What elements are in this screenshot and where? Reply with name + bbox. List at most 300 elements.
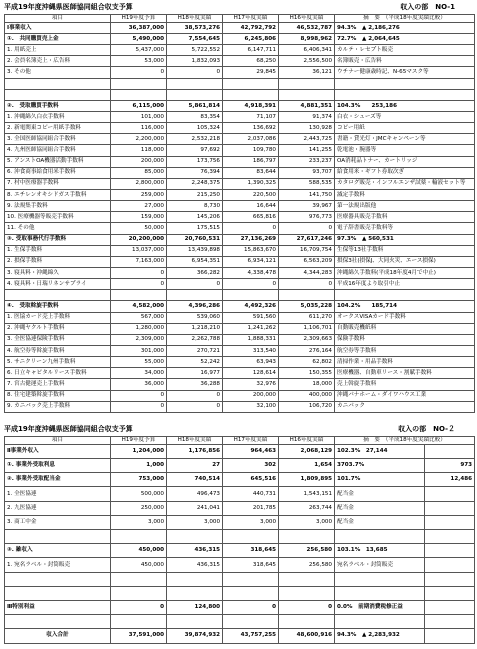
row-item: 3. 全国医師協同組合手数料	[5, 134, 111, 145]
row-item: 1. 宛名ラベル・封筒販売	[5, 558, 111, 572]
row-value: 37,591,000	[111, 629, 167, 643]
row-value: 0	[279, 600, 335, 614]
row-value	[111, 89, 167, 100]
row-note: 配当金	[335, 515, 425, 529]
row-value: 436,315	[167, 544, 223, 558]
header-row	[5, 15, 475, 23]
row-item	[5, 615, 111, 629]
row-value: 220,500	[223, 190, 279, 201]
row-value: 611,270	[279, 312, 335, 323]
row-value: 241,041	[167, 501, 223, 515]
table-row	[5, 357, 475, 368]
row-value	[223, 290, 279, 301]
row-value: 1,390,325	[223, 178, 279, 189]
row-value: 76,394	[167, 167, 223, 178]
row-note: 滅定手数料	[335, 190, 475, 201]
row-value: 3,000	[111, 515, 167, 529]
row-note: OA消耗品トナー、カートリッジ	[335, 156, 475, 167]
table-row	[5, 600, 475, 614]
row-value	[111, 586, 167, 600]
table-row	[5, 45, 475, 56]
row-value: 2,800,000	[111, 178, 167, 189]
table-row	[5, 290, 475, 301]
row-item: 11. その他	[5, 223, 111, 234]
row-item: 9. 法規集手数料	[5, 201, 111, 212]
table-row	[5, 89, 475, 100]
row-value	[223, 89, 279, 100]
row-extra	[425, 544, 475, 558]
table-row	[5, 100, 475, 111]
row-value: 263,744	[279, 501, 335, 515]
row-note: ウチナー健康歳時記、N-65マスク等	[335, 67, 475, 78]
row-value: 0	[223, 279, 279, 290]
table-row	[5, 245, 475, 256]
row-value: 118,000	[111, 145, 167, 156]
row-value	[279, 615, 335, 629]
row-value: 270,721	[167, 345, 223, 356]
row-value: 97,692	[167, 145, 223, 156]
row-extra: 12,486	[425, 473, 475, 487]
row-value: 50,000	[111, 223, 167, 234]
row-value: 3,000	[223, 515, 279, 529]
row-value: 450,000	[111, 544, 167, 558]
row-value: 588,535	[279, 178, 335, 189]
row-value: 36,121	[279, 67, 335, 78]
row-value: 496,473	[167, 487, 223, 501]
row-value: 0	[167, 390, 223, 401]
row-note	[335, 572, 425, 586]
row-value: 34,000	[111, 368, 167, 379]
row-value: 302	[223, 459, 279, 473]
row-item: ③. 受取事務代行手数料	[5, 234, 111, 245]
table-row	[5, 379, 475, 390]
row-item: 10. 医療機器等販売手数料	[5, 212, 111, 223]
table-row	[5, 530, 475, 544]
row-value: 2,200,000	[111, 134, 167, 145]
row-value: 15,863,670	[223, 245, 279, 256]
row-item	[5, 78, 111, 89]
row-value: 591,560	[223, 312, 279, 323]
row-note: 電子辞書販売手数料等	[335, 223, 475, 234]
table-row	[5, 390, 475, 401]
row-value: 1,000	[111, 459, 167, 473]
table-row	[5, 268, 475, 279]
row-value: 7,163,000	[111, 256, 167, 267]
row-value: 5,035,228	[279, 301, 335, 312]
row-extra	[425, 487, 475, 501]
row-value: 93,707	[279, 167, 335, 178]
row-item	[5, 572, 111, 586]
row-value: 6,934,121	[223, 256, 279, 267]
row-value: 38,573,276	[167, 22, 223, 33]
row-value: 753,000	[111, 473, 167, 487]
row-note	[335, 586, 425, 600]
row-value: 136,692	[223, 123, 279, 134]
row-note	[335, 290, 475, 301]
row-value: 440,731	[223, 487, 279, 501]
row-value: 200,000	[223, 390, 279, 401]
table-row	[5, 501, 475, 515]
column-header: H16年度実績	[279, 15, 335, 23]
table-row	[5, 212, 475, 223]
row-note: カタログ販売・インフルエンザ試薬・輸液セット等	[335, 178, 475, 189]
column-header: 摘 要 （平成18年度実績比較）	[335, 437, 475, 445]
row-value: 1,832,093	[167, 56, 223, 67]
row-value: 124,800	[167, 600, 223, 614]
row-item: 8. 住宅建築斡旋手数料	[5, 390, 111, 401]
row-value: 450,000	[111, 558, 167, 572]
row-item: ②. 受取購買手数料	[5, 100, 111, 111]
row-value: 71,107	[223, 112, 279, 123]
row-value	[279, 78, 335, 89]
sheet2-section: 収入の部 NO-２	[398, 425, 455, 433]
row-value: 173,756	[167, 156, 223, 167]
sheet1-title: 平成19年度沖縄県医師協同組合収支予算	[4, 3, 133, 11]
row-value: 8,998,962	[279, 34, 335, 45]
row-value: 400,000	[279, 390, 335, 401]
row-value: 201,785	[223, 501, 279, 515]
table-row	[5, 334, 475, 345]
table-row	[5, 178, 475, 189]
table-row	[5, 190, 475, 201]
row-item: 6. 沖食商事給食用米手数料	[5, 167, 111, 178]
row-value: 0	[167, 279, 223, 290]
row-item: 4. 航空券等斡旋手数料	[5, 345, 111, 356]
row-value: 32,976	[223, 379, 279, 390]
row-note: 医療機器、自動車リース・割賦手数料	[335, 368, 475, 379]
row-value: 83,644	[223, 167, 279, 178]
row-note	[335, 89, 475, 100]
column-header: 摘 要 （平成18年度実績比較）	[335, 15, 475, 23]
row-note: 清掃作業・用品手数料	[335, 357, 475, 368]
row-note: カニパック	[335, 401, 475, 412]
row-note: 売上斡旋手数料	[335, 379, 475, 390]
row-note: 生保等13社手数料	[335, 245, 475, 256]
row-note: 宛名ラベル・封筒販売	[335, 558, 425, 572]
row-value: 2,037,086	[223, 134, 279, 145]
row-value	[279, 572, 335, 586]
row-extra	[425, 558, 475, 572]
row-value: 1,809,895	[279, 473, 335, 487]
row-value	[223, 78, 279, 89]
row-item: 5. サニクリーン九州手数料	[5, 357, 111, 368]
row-value: 130,928	[279, 123, 335, 134]
row-value: 2,556,500	[279, 56, 335, 67]
row-value: 53,000	[111, 56, 167, 67]
row-value: 101,000	[111, 112, 167, 123]
row-value: 318,645	[223, 544, 279, 558]
row-value: 63,943	[223, 357, 279, 368]
row-value: 29,845	[223, 67, 279, 78]
row-note	[335, 530, 425, 544]
table-row	[5, 256, 475, 267]
row-value: 5,722,552	[167, 45, 223, 56]
column-header: H17年度実績	[223, 15, 279, 23]
row-value: 32,100	[223, 401, 279, 412]
row-value: 6,406,341	[279, 45, 335, 56]
row-item: 2. 会員名簿売上・広告料	[5, 56, 111, 67]
row-value: 301,000	[111, 345, 167, 356]
row-value: 318,645	[223, 558, 279, 572]
row-value: 4,338,478	[223, 268, 279, 279]
row-item: 2. 損保手数料	[5, 256, 111, 267]
row-value: 2,068,129	[279, 444, 335, 458]
row-value: 2,248,375	[167, 178, 223, 189]
row-value: 91,374	[279, 112, 335, 123]
row-note	[335, 78, 475, 89]
row-value: 3,000	[279, 515, 335, 529]
row-value	[223, 615, 279, 629]
row-value: 313,540	[223, 345, 279, 356]
row-value	[167, 290, 223, 301]
row-note: カルテ・レセプト販売	[335, 45, 475, 56]
table-row	[5, 156, 475, 167]
row-value: 16,709,754	[279, 245, 335, 256]
row-value: 0	[167, 67, 223, 78]
row-value: 4,582,000	[111, 301, 167, 312]
row-extra	[425, 530, 475, 544]
row-note: 航空券等手数料	[335, 345, 475, 356]
row-item: 3. 寝具料・沖縄綿久	[5, 268, 111, 279]
table-row	[5, 515, 475, 529]
table-row	[5, 56, 475, 67]
table-row	[5, 323, 475, 334]
row-value: 539,060	[167, 312, 223, 323]
row-value: 250,000	[111, 501, 167, 515]
row-value: 42,792,792	[223, 22, 279, 33]
column-header: H18年度実績	[167, 437, 223, 445]
row-item	[5, 530, 111, 544]
row-value: 6,563,209	[279, 256, 335, 267]
row-value	[167, 530, 223, 544]
row-item: ②. 事業外受取配当金	[5, 473, 111, 487]
row-value: 128,614	[223, 368, 279, 379]
row-value: 2,309,000	[111, 334, 167, 345]
row-value: 106,720	[279, 401, 335, 412]
row-item: 2. 新電関東コピー用紙手数料	[5, 123, 111, 134]
row-item: 2. 九医協連	[5, 501, 111, 515]
row-item: 3. その他	[5, 67, 111, 78]
row-item: ①. 事業外受取利息	[5, 459, 111, 473]
row-value: 276,164	[279, 345, 335, 356]
row-value: 4,492,326	[223, 301, 279, 312]
row-item	[5, 89, 111, 100]
row-note: 104.2% 185,714	[335, 301, 475, 312]
row-note: 101.7%	[335, 473, 425, 487]
row-value	[279, 586, 335, 600]
sheet1-table	[4, 14, 475, 413]
sheet2-title: 平成19年度沖縄県医師協同組合収支予算	[4, 425, 133, 433]
row-value	[279, 290, 335, 301]
row-value: 27,000	[111, 201, 167, 212]
row-note: オークスVISAカード手数料	[335, 312, 475, 323]
row-item: ④. 受取斡旋手数料	[5, 301, 111, 312]
row-item: 9. カニバック売上手数料	[5, 401, 111, 412]
row-value: 6,147,711	[223, 45, 279, 56]
row-value: 6,245,806	[223, 34, 279, 45]
row-value: 48,600,916	[279, 629, 335, 643]
row-extra	[425, 629, 475, 643]
row-item: ③. 雑収入	[5, 544, 111, 558]
row-value: 6,115,000	[111, 100, 167, 111]
row-note	[335, 615, 425, 629]
row-value: 16,644	[223, 201, 279, 212]
table-row	[5, 487, 475, 501]
table-row	[5, 368, 475, 379]
row-value: 46,532,787	[279, 22, 335, 33]
row-value: 976,773	[279, 212, 335, 223]
table-row	[5, 459, 475, 473]
row-value: 645,516	[223, 473, 279, 487]
row-note: 名簿販売・広告料	[335, 56, 475, 67]
row-item: Ⅲ特別利益	[5, 600, 111, 614]
row-value	[223, 586, 279, 600]
row-value	[223, 572, 279, 586]
row-value: 0	[223, 223, 279, 234]
sheet2-table	[4, 436, 475, 644]
row-item: 3. 全医協連保険手数料	[5, 334, 111, 345]
row-value: 1,888,331	[223, 334, 279, 345]
row-value: 3,000	[167, 515, 223, 529]
table-row	[5, 473, 475, 487]
row-value: 5,861,814	[167, 100, 223, 111]
row-value	[167, 89, 223, 100]
row-value: 2,443,725	[279, 134, 335, 145]
row-value: 0	[223, 600, 279, 614]
row-value: 4,344,283	[279, 268, 335, 279]
row-note: 沖縄パナホーム・ダイワハウス工業	[335, 390, 475, 401]
row-value: 1,543,151	[279, 487, 335, 501]
table-row	[5, 544, 475, 558]
row-item: 1. 用紙売上	[5, 45, 111, 56]
table-row	[5, 223, 475, 234]
row-value: 105,324	[167, 123, 223, 134]
row-value: 27,617,246	[279, 234, 335, 245]
table-row	[5, 558, 475, 572]
row-extra	[425, 444, 475, 458]
row-value: 200,000	[111, 156, 167, 167]
row-note: 94.3% ▲ 2,186,276	[335, 22, 475, 33]
row-item	[5, 586, 111, 600]
row-extra	[425, 586, 475, 600]
row-note: 乾電池・腕器等	[335, 145, 475, 156]
row-note: 白衣・シューズ等	[335, 112, 475, 123]
row-value: 500,000	[111, 487, 167, 501]
row-value: 159,000	[111, 212, 167, 223]
row-value: 62,802	[279, 357, 335, 368]
row-item: 6. 日立キャピタルリース手数料	[5, 368, 111, 379]
row-value: 0	[279, 279, 335, 290]
row-value: 4,396,286	[167, 301, 223, 312]
table-row	[5, 312, 475, 323]
row-value	[111, 290, 167, 301]
row-value: 366,282	[167, 268, 223, 279]
column-header: 項目	[5, 437, 111, 445]
row-value: 7,554,645	[167, 34, 223, 45]
row-value: 0	[111, 600, 167, 614]
row-item: 5. アンストOA機器活動手数料	[5, 156, 111, 167]
row-note: 保険手数料	[335, 334, 475, 345]
row-value: 256,580	[279, 544, 335, 558]
row-value	[167, 615, 223, 629]
row-note: 書籍・貸光灯・JMCキャンペーン等	[335, 134, 475, 145]
row-value: 150,355	[279, 368, 335, 379]
row-value: 39,967	[279, 201, 335, 212]
row-value: 68,250	[223, 56, 279, 67]
row-note: 3703.7%	[335, 459, 425, 473]
row-note: 103.1% 13,685	[335, 544, 425, 558]
row-value: 1,654	[279, 459, 335, 473]
table-row	[5, 586, 475, 600]
row-note: 72.7% ▲ 2,064,645	[335, 34, 475, 45]
row-value: 39,874,932	[167, 629, 223, 643]
row-value	[111, 530, 167, 544]
row-value: 665,816	[223, 212, 279, 223]
row-value: 55,000	[111, 357, 167, 368]
row-value: 16,977	[167, 368, 223, 379]
row-item: 7. 村中医療器手数料	[5, 178, 111, 189]
column-header: H19年度予算	[111, 15, 167, 23]
row-value: 215,250	[167, 190, 223, 201]
row-item: 1. 全医協連	[5, 487, 111, 501]
row-value: 36,288	[167, 379, 223, 390]
row-item: 7. 宮古健運売上手数料	[5, 379, 111, 390]
row-note: 104.3% 253,186	[335, 100, 475, 111]
column-header: H19年度予算	[111, 437, 167, 445]
row-item: 4. 九州医師協同組合手数料	[5, 145, 111, 156]
table-row	[5, 279, 475, 290]
table-row	[5, 67, 475, 78]
row-value: 2,532,218	[167, 134, 223, 145]
row-note: 配当金	[335, 487, 425, 501]
row-value: 256,580	[279, 558, 335, 572]
row-value: 8,730	[167, 201, 223, 212]
row-value: 1,218,210	[167, 323, 223, 334]
row-value: 13,439,898	[167, 245, 223, 256]
row-value: 175,515	[167, 223, 223, 234]
row-item: Ⅰ事業収入	[5, 22, 111, 33]
row-value: 85,000	[111, 167, 167, 178]
row-value: 13,037,000	[111, 245, 167, 256]
row-value	[111, 78, 167, 89]
row-item: Ⅱ事業外収入	[5, 444, 111, 458]
header-row	[5, 437, 475, 445]
row-value: 43,757,255	[223, 629, 279, 643]
row-item: 8. エチレンオキシドガス手数料	[5, 190, 111, 201]
row-value: 20,760,531	[167, 234, 223, 245]
row-item: 1. 沖縄綿久白衣手数料	[5, 112, 111, 123]
row-value: 567,000	[111, 312, 167, 323]
row-value: 52,242	[167, 357, 223, 368]
row-value: 0	[111, 390, 167, 401]
row-value: 0	[111, 268, 167, 279]
row-value: 141,255	[279, 145, 335, 156]
row-value: 1,241,262	[223, 323, 279, 334]
row-note: 97.3% ▲ 560,531	[335, 234, 475, 245]
row-value: 18,000	[279, 379, 335, 390]
row-extra	[425, 515, 475, 529]
column-header: H18年度実績	[167, 15, 223, 23]
row-value: 0	[279, 223, 335, 234]
row-item: 1. 医協カード売上手数料	[5, 312, 111, 323]
table-row	[5, 201, 475, 212]
table-row	[5, 401, 475, 412]
row-value: 2,309,663	[279, 334, 335, 345]
row-value: 83,354	[167, 112, 223, 123]
row-note: 第一法規出版他	[335, 201, 475, 212]
row-extra	[425, 615, 475, 629]
row-item: 収入合計	[5, 629, 111, 643]
